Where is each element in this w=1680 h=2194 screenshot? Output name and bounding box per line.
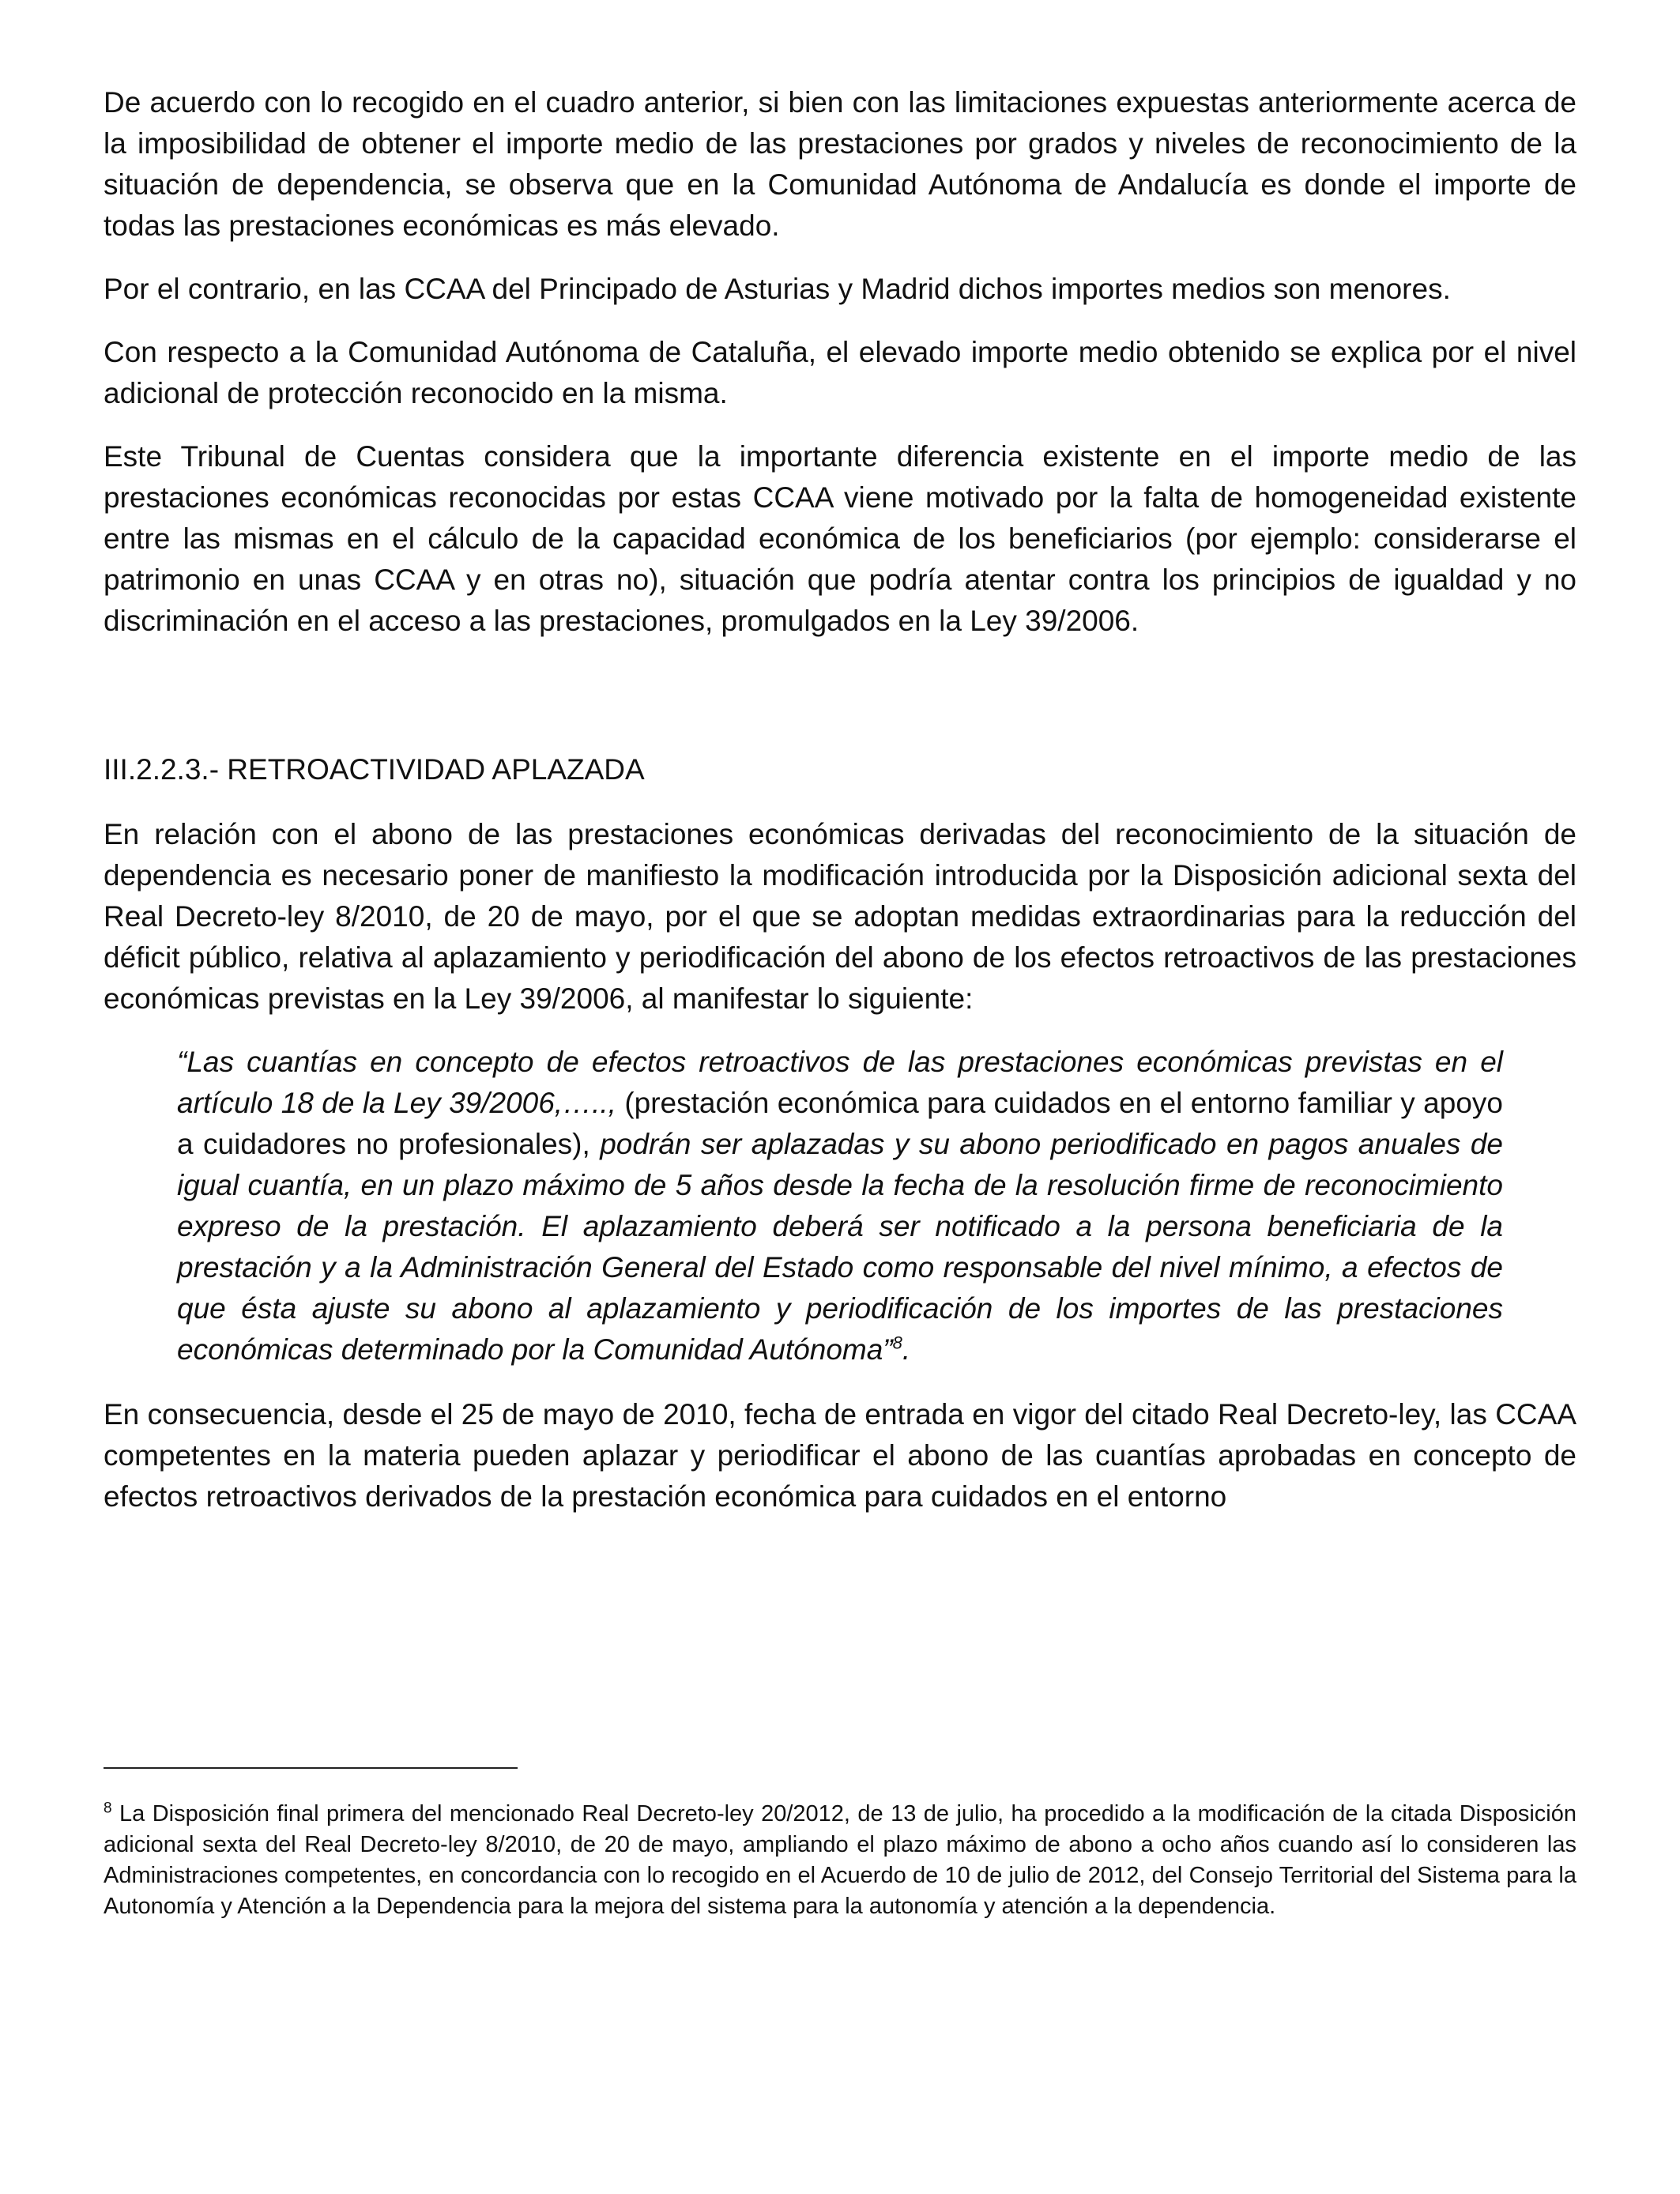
legal-quote-text (177, 1042, 1503, 1370)
quote-italic-part-2: podrán ser aplazadas y su abono periodificado en pagos anuales de igual cuantía, en un plazo máximo de 5 años desde la fecha de la resolución firme de reconocimiento expreso de la prestación. El aplazamiento deberá ser notificado a la persona beneficiaria de la prestación y a la Administración General del Estado como responsable del nivel mínimo, a efectos de que ésta ajuste su abono al aplazamiento y periodificación de los importes de las prestaciones económicas determinado por la Comunidad Autónoma” (177, 1128, 1504, 1366)
footnote-reference[interactable]: 8 (892, 1333, 902, 1353)
quote-italic-part-1: “Las cuantías en concepto de efectos retroactivos de las prestaciones económicas previstas en el artículo 18 de la Ley 39/2006,….., (177, 1046, 1503, 1119)
paragraph-cataluna: Con respecto a la Comunidad Autónoma de Cataluña, el elevado importe medio obtenido se explica por el nivel adicional de protección reconocido en la misma. (104, 336, 1576, 409)
footnote-text: La Disposición final primera del mencionado Real Decreto-ley 20/2012, de 13 de julio, ha procedido a la modificación de la citada Disposición adicional sexta del Real Decreto-ley 8/2010, de 20 de mayo, ampliando el plazo máximo de abono a ocho años cuando así lo consideren las Administraciones competentes, en concordancia con lo recogido en el Acuerdo de 10 de julio de 2012, del Consejo Territorial del Sistema para la Autonomía y Atención a la Dependencia para la mejora del sistema para la autonomía y atención a la dependencia. (104, 1801, 1576, 1919)
paragraph-asturias-madrid: Por el contrario, en las CCAA del Principado de Asturias y Madrid dichos importes medios son menores. (104, 273, 1451, 305)
footnote (104, 1799, 1576, 1922)
quote-normal-part: (prestación económica para cuidados en el entorno familiar y apoyo a cuidadores no profesionales), (177, 1087, 1503, 1160)
legal-quote (177, 1042, 1503, 1370)
paragraph-tribunal-cuentas: Este Tribunal de Cuentas considera que la importante diferencia existente en el importe medio de las prestaciones económicas reconocidas por estas CCAA viene motivado por la falta de homogeneidad existente entre las mismas en el cálculo de la capacidad económica de los beneficiarios (por ejemplo: considerarse el patrimonio en unas CCAA y en otras no), situación que podría atentar contra los principios de igualdad y no discriminación en el acceso a las prestaciones, promulgados en la Ley 39/2006. (104, 440, 1576, 637)
section-heading: III.2.2.3.- RETROACTIVIDAD APLAZADA (104, 753, 645, 786)
footnote-number: 8 (104, 1800, 112, 1817)
footnote-text-block (104, 1799, 1576, 1922)
footnote-separator (104, 1767, 518, 1769)
paragraph-consecuencia: En consecuencia, desde el 25 de mayo de 2010, fecha de entrada en vigor del citado Real Decreto-ley, las CCAA competentes en la materia pueden aplazar y periodificar el abono de las cuantías aprobadas en concepto de efectos retroactivos derivados de la prestación económica para cuidados en el entorno (104, 1398, 1576, 1513)
document-body (104, 82, 1576, 1540)
paragraph-andalucia: De acuerdo con lo recogido en el cuadro anterior, si bien con las limitaciones expuestas anteriormente acerca de la imposibilidad de obtener el importe medio de las prestaciones por grados y niveles de reconocimiento de la situación de dependencia, se observa que en la Comunidad Autónoma de Andalucía es donde el importe de todas las prestaciones económicas es más elevado. (104, 86, 1576, 242)
quote-end: . (902, 1333, 911, 1366)
paragraph-disposicion-adicional: En relación con el abono de las prestaciones económicas derivadas del reconocimiento de la situación de dependencia es necesario poner de manifiesto la modificación introducida por la Disposición adicional sexta del Real Decreto-ley 8/2010, de 20 de mayo, por el que se adoptan medidas extraordinarias para la reducción del déficit público, relativa al aplazamiento y periodificación del abono de los efectos retroactivos de las prestaciones económicas previstas en la Ley 39/2006, al manifestar lo siguiente: (104, 818, 1576, 1015)
spacer (104, 664, 1576, 749)
